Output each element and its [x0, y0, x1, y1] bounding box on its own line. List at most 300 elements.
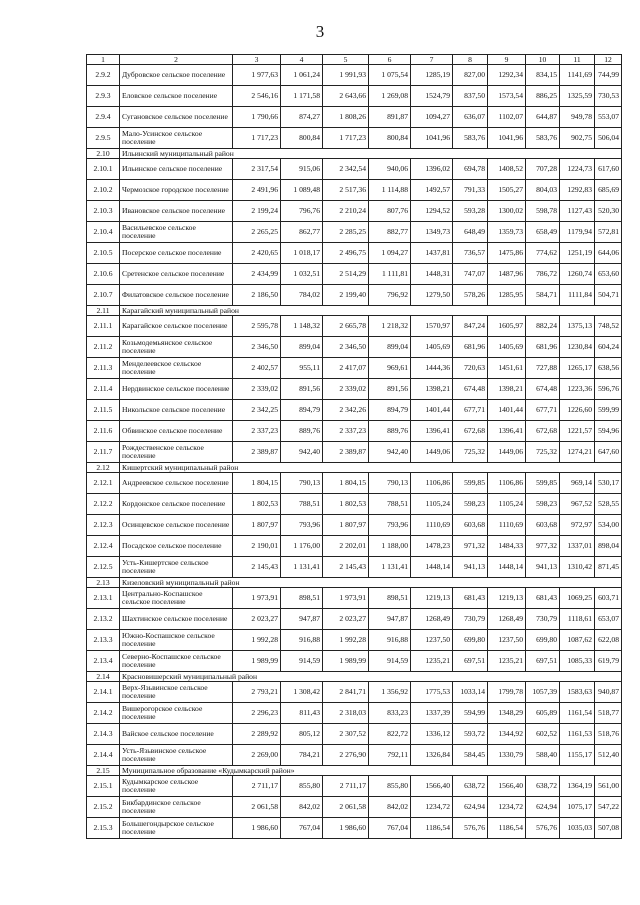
value-cell: 822,72	[369, 724, 411, 745]
settlement-name: Северно-Коспашское сельское поселение	[120, 651, 233, 672]
settlement-name: Ивановское сельское поселение	[120, 201, 233, 222]
value-cell: 1085,33	[560, 651, 595, 672]
value-cell: 2 417,07	[323, 358, 369, 379]
value-cell: 2 546,16	[233, 86, 281, 107]
value-cell: 899,04	[369, 337, 411, 358]
section-title: Ильинский муниципальный район	[120, 149, 622, 159]
settlement-name: Большегондырское сельское поселение	[120, 818, 233, 839]
value-cell: 1396,02	[411, 159, 453, 180]
value-cell: 624,94	[526, 797, 560, 818]
value-cell: 1041,96	[411, 128, 453, 149]
value-cell: 2 342,25	[233, 400, 281, 421]
value-cell: 1094,27	[411, 107, 453, 128]
value-cell: 1 089,48	[281, 180, 323, 201]
value-cell: 1292,83	[560, 180, 595, 201]
value-cell: 1285,19	[411, 65, 453, 86]
value-cell: 1 802,53	[323, 494, 369, 515]
value-cell: 681,96	[453, 337, 488, 358]
value-cell: 2 199,40	[323, 285, 369, 306]
table-row	[87, 609, 622, 630]
value-cell: 578,26	[453, 285, 488, 306]
value-cell: 1337,01	[560, 536, 595, 557]
value-cell: 914,59	[369, 651, 411, 672]
value-cell: 847,24	[453, 316, 488, 337]
value-cell: 941,13	[526, 557, 560, 578]
table-row	[87, 285, 622, 306]
value-cell: 1398,21	[411, 379, 453, 400]
value-cell: 1 802,53	[233, 494, 281, 515]
value-cell: 811,43	[281, 703, 323, 724]
header-cell: 10	[526, 55, 560, 65]
value-cell: 1451,61	[488, 358, 526, 379]
value-cell: 774,62	[526, 243, 560, 264]
value-cell: 576,76	[526, 818, 560, 839]
value-cell: 1235,21	[411, 651, 453, 672]
value-cell: 1437,81	[411, 243, 453, 264]
value-cell: 672,68	[526, 421, 560, 442]
value-cell: 891,56	[369, 379, 411, 400]
table-row	[87, 588, 622, 609]
table-row	[87, 630, 622, 651]
value-cell: 593,28	[453, 201, 488, 222]
row-code: 2.10.6	[87, 264, 120, 285]
value-cell: 1 148,32	[281, 316, 323, 337]
value-cell: 1224,73	[560, 159, 595, 180]
value-cell: 1349,73	[411, 222, 453, 243]
row-code: 2.10.2	[87, 180, 120, 201]
value-cell: 1375,13	[560, 316, 595, 337]
settlement-name: Южно-Коспашское сельское поселение	[120, 630, 233, 651]
settlement-name: Бикбардинское сельское поселение	[120, 797, 233, 818]
table-row	[87, 128, 622, 149]
value-cell: 767,04	[369, 818, 411, 839]
value-cell: 889,76	[281, 421, 323, 442]
value-cell: 1237,50	[411, 630, 453, 651]
value-cell: 1 061,24	[281, 65, 323, 86]
settlement-name: Осинцевское сельское поселение	[120, 515, 233, 536]
value-cell: 969,14	[560, 473, 595, 494]
value-cell: 730,79	[526, 609, 560, 630]
value-cell: 796,76	[281, 201, 323, 222]
value-cell: 744,99	[595, 65, 622, 86]
value-cell: 644,06	[595, 243, 622, 264]
value-cell: 699,80	[526, 630, 560, 651]
value-cell: 1237,50	[488, 630, 526, 651]
value-cell: 1326,84	[411, 745, 453, 766]
value-cell: 2 643,66	[323, 86, 369, 107]
value-cell: 677,71	[526, 400, 560, 421]
row-code: 2.9.3	[87, 86, 120, 107]
value-cell: 2 061,58	[233, 797, 281, 818]
row-code: 2.13.4	[87, 651, 120, 672]
table-row	[87, 651, 622, 672]
value-cell: 647,60	[595, 442, 622, 463]
value-cell: 506,04	[595, 128, 622, 149]
value-cell: 658,49	[526, 222, 560, 243]
value-cell: 604,24	[595, 337, 622, 358]
section-title: Кизеловский муниципальный район	[120, 578, 622, 588]
value-cell: 2 285,25	[323, 222, 369, 243]
value-cell: 2 595,78	[233, 316, 281, 337]
value-cell: 871,45	[595, 557, 622, 578]
value-cell: 1110,69	[488, 515, 526, 536]
section-row	[87, 766, 622, 776]
value-cell: 1 717,23	[323, 128, 369, 149]
value-cell: 971,32	[453, 536, 488, 557]
value-cell: 1155,17	[560, 745, 595, 766]
table-row	[87, 65, 622, 86]
table-row	[87, 243, 622, 264]
value-cell: 874,27	[281, 107, 323, 128]
value-cell: 561,00	[595, 776, 622, 797]
table-row	[87, 494, 622, 515]
row-code: 2.14.1	[87, 682, 120, 703]
value-cell: 1492,57	[411, 180, 453, 201]
table-row	[87, 682, 622, 703]
table-row	[87, 515, 622, 536]
value-cell: 694,78	[453, 159, 488, 180]
value-cell: 2 389,87	[233, 442, 281, 463]
table-row	[87, 745, 622, 766]
header-cell: 11	[560, 55, 595, 65]
row-code: 2.11.7	[87, 442, 120, 463]
value-cell: 1448,14	[411, 557, 453, 578]
value-cell: 2 269,00	[233, 745, 281, 766]
value-cell: 1285,95	[488, 285, 526, 306]
value-cell: 2 317,54	[233, 159, 281, 180]
row-code: 2.13	[87, 578, 120, 588]
value-cell: 584,71	[526, 285, 560, 306]
settlement-name: Кордонское сельское поселение	[120, 494, 233, 515]
value-cell: 2 491,96	[233, 180, 281, 201]
table-row	[87, 473, 622, 494]
value-cell: 2 307,52	[323, 724, 369, 745]
value-cell: 842,02	[281, 797, 323, 818]
value-cell: 889,76	[369, 421, 411, 442]
table-row	[87, 180, 622, 201]
table-row	[87, 159, 622, 180]
value-cell: 534,00	[595, 515, 622, 536]
value-cell: 1401,44	[488, 400, 526, 421]
value-cell: 1260,74	[560, 264, 595, 285]
value-cell: 599,85	[453, 473, 488, 494]
value-cell: 1294,52	[411, 201, 453, 222]
value-cell: 1 808,26	[323, 107, 369, 128]
value-cell: 638,56	[595, 358, 622, 379]
value-cell: 1408,52	[488, 159, 526, 180]
value-cell: 1524,79	[411, 86, 453, 107]
value-cell: 1251,19	[560, 243, 595, 264]
value-cell: 2 434,99	[233, 264, 281, 285]
value-cell: 899,04	[281, 337, 323, 358]
value-cell: 1179,94	[560, 222, 595, 243]
value-cell: 725,32	[526, 442, 560, 463]
value-cell: 594,96	[595, 421, 622, 442]
settlement-name: Вайское сельское поселение	[120, 724, 233, 745]
value-cell: 2 023,27	[323, 609, 369, 630]
value-cell: 2 496,75	[323, 243, 369, 264]
value-cell: 882,24	[526, 316, 560, 337]
value-cell: 1348,29	[488, 703, 526, 724]
row-code: 2.10.4	[87, 222, 120, 243]
table-row	[87, 264, 622, 285]
value-cell: 1234,72	[488, 797, 526, 818]
settlement-name: Менделеевское сельское поселение	[120, 358, 233, 379]
value-cell: 2 296,23	[233, 703, 281, 724]
value-cell: 791,33	[453, 180, 488, 201]
value-cell: 1405,69	[411, 337, 453, 358]
value-cell: 784,02	[281, 285, 323, 306]
row-code: 2.14	[87, 672, 120, 682]
value-cell: 2 276,90	[323, 745, 369, 766]
row-code: 2.11.3	[87, 358, 120, 379]
value-cell: 2 199,24	[233, 201, 281, 222]
value-cell: 2 420,65	[233, 243, 281, 264]
value-cell: 617,60	[595, 159, 622, 180]
value-cell: 793,96	[281, 515, 323, 536]
value-cell: 1 977,63	[233, 65, 281, 86]
value-cell: 947,87	[369, 609, 411, 630]
table-row	[87, 797, 622, 818]
value-cell: 1 032,51	[281, 264, 323, 285]
value-cell: 894,79	[369, 400, 411, 421]
row-code: 2.10	[87, 149, 120, 159]
settlement-name: Сретенское сельское поселение	[120, 264, 233, 285]
value-cell: 699,80	[453, 630, 488, 651]
value-cell: 1105,24	[411, 494, 453, 515]
value-cell: 1087,62	[560, 630, 595, 651]
value-cell: 837,50	[453, 86, 488, 107]
settlement-name: Никольское сельское поселение	[120, 400, 233, 421]
settlement-name: Сугановское сельское поселение	[120, 107, 233, 128]
settlement-name: Посерское сельское поселение	[120, 243, 233, 264]
value-cell: 2 342,54	[323, 159, 369, 180]
value-cell: 1118,61	[560, 609, 595, 630]
value-cell: 2 389,87	[323, 442, 369, 463]
value-cell: 594,99	[453, 703, 488, 724]
value-cell: 1444,36	[411, 358, 453, 379]
value-cell: 1364,19	[560, 776, 595, 797]
value-cell: 1310,42	[560, 557, 595, 578]
row-code: 2.12.5	[87, 557, 120, 578]
table-row	[87, 442, 622, 463]
value-cell: 2 190,01	[233, 536, 281, 557]
value-cell: 784,21	[281, 745, 323, 766]
value-cell: 967,52	[560, 494, 595, 515]
value-cell: 1325,59	[560, 86, 595, 107]
row-code: 2.15.1	[87, 776, 120, 797]
value-cell: 855,80	[369, 776, 411, 797]
value-cell: 1505,27	[488, 180, 526, 201]
value-cell: 1161,53	[560, 724, 595, 745]
value-cell: 1235,21	[488, 651, 526, 672]
header-cell: 4	[281, 55, 323, 65]
value-cell: 2 145,43	[323, 557, 369, 578]
value-cell: 2 346,50	[233, 337, 281, 358]
value-cell: 915,06	[281, 159, 323, 180]
value-cell: 1 986,60	[233, 818, 281, 839]
value-cell: 748,52	[595, 316, 622, 337]
value-cell: 834,15	[526, 65, 560, 86]
value-cell: 2 339,02	[233, 379, 281, 400]
header-cell: 1	[87, 55, 120, 65]
row-code: 2.11.1	[87, 316, 120, 337]
table-row	[87, 776, 622, 797]
value-cell: 2 023,27	[233, 609, 281, 630]
value-cell: 1 989,99	[323, 651, 369, 672]
value-cell: 1 308,42	[281, 682, 323, 703]
row-code: 2.11	[87, 306, 120, 316]
value-cell: 790,13	[369, 473, 411, 494]
value-cell: 2 210,24	[323, 201, 369, 222]
value-cell: 1041,96	[488, 128, 526, 149]
table-row	[87, 421, 622, 442]
value-cell: 833,23	[369, 703, 411, 724]
value-cell: 2 145,43	[233, 557, 281, 578]
value-cell: 947,87	[281, 609, 323, 630]
value-cell: 1573,54	[488, 86, 526, 107]
section-row	[87, 463, 622, 473]
value-cell: 1398,21	[488, 379, 526, 400]
settlement-name: Андреевское сельское поселение	[120, 473, 233, 494]
table-row	[87, 107, 622, 128]
settlement-name: Ильинское сельское поселение	[120, 159, 233, 180]
value-cell: 1268,49	[488, 609, 526, 630]
value-cell: 1226,60	[560, 400, 595, 421]
value-cell: 916,88	[281, 630, 323, 651]
value-cell: 2 186,50	[233, 285, 281, 306]
value-cell: 949,78	[560, 107, 595, 128]
value-cell: 638,72	[453, 776, 488, 797]
value-cell: 653,60	[595, 264, 622, 285]
value-cell: 1 075,54	[369, 65, 411, 86]
value-cell: 800,84	[281, 128, 323, 149]
value-cell: 1186,54	[488, 818, 526, 839]
value-cell: 697,51	[453, 651, 488, 672]
value-cell: 681,43	[526, 588, 560, 609]
value-cell: 886,25	[526, 86, 560, 107]
value-cell: 940,87	[595, 682, 622, 703]
settlement-name: Мало-Усинское сельское поселение	[120, 128, 233, 149]
value-cell: 1 094,27	[369, 243, 411, 264]
value-cell: 596,76	[595, 379, 622, 400]
value-cell: 648,49	[453, 222, 488, 243]
value-cell: 2 061,58	[323, 797, 369, 818]
value-cell: 2 514,29	[323, 264, 369, 285]
value-cell: 1405,69	[488, 337, 526, 358]
row-code: 2.10.1	[87, 159, 120, 180]
value-cell: 636,07	[453, 107, 488, 128]
row-code: 2.12.1	[87, 473, 120, 494]
value-cell: 599,99	[595, 400, 622, 421]
value-cell: 1219,13	[411, 588, 453, 609]
row-code: 2.13.3	[87, 630, 120, 651]
value-cell: 674,48	[453, 379, 488, 400]
value-cell: 1069,25	[560, 588, 595, 609]
settlement-name: Чермозское городское поселение	[120, 180, 233, 201]
value-cell: 624,94	[453, 797, 488, 818]
value-cell: 790,13	[281, 473, 323, 494]
value-cell: 2 711,17	[323, 776, 369, 797]
value-cell: 2 517,36	[323, 180, 369, 201]
value-cell: 644,87	[526, 107, 560, 128]
value-cell: 1478,23	[411, 536, 453, 557]
value-cell: 681,96	[526, 337, 560, 358]
row-code: 2.11.6	[87, 421, 120, 442]
value-cell: 842,02	[369, 797, 411, 818]
value-cell: 1219,13	[488, 588, 526, 609]
value-cell: 1230,84	[560, 337, 595, 358]
value-cell: 807,76	[369, 201, 411, 222]
settlement-name: Обвинское сельское поселение	[120, 421, 233, 442]
value-cell: 898,04	[595, 536, 622, 557]
value-cell: 898,51	[369, 588, 411, 609]
row-code: 2.12.3	[87, 515, 120, 536]
row-code: 2.14.4	[87, 745, 120, 766]
settlement-name: Рождественское сельское поселение	[120, 442, 233, 463]
value-cell: 707,28	[526, 159, 560, 180]
row-code: 2.12.2	[87, 494, 120, 515]
value-cell: 736,57	[453, 243, 488, 264]
value-cell: 1566,40	[411, 776, 453, 797]
value-cell: 1 973,91	[233, 588, 281, 609]
row-code: 2.15.3	[87, 818, 120, 839]
value-cell: 1 111,81	[369, 264, 411, 285]
value-cell: 2 337,23	[323, 421, 369, 442]
value-cell: 891,87	[369, 107, 411, 128]
value-cell: 1106,86	[488, 473, 526, 494]
value-cell: 518,77	[595, 703, 622, 724]
value-cell: 518,76	[595, 724, 622, 745]
section-row	[87, 306, 622, 316]
value-cell: 1396,41	[488, 421, 526, 442]
value-cell: 720,63	[453, 358, 488, 379]
value-cell: 1 114,88	[369, 180, 411, 201]
value-cell: 2 402,57	[233, 358, 281, 379]
table-row	[87, 337, 622, 358]
row-code: 2.9.2	[87, 65, 120, 86]
value-cell: 1 804,15	[233, 473, 281, 494]
value-cell: 1605,97	[488, 316, 526, 337]
table-body	[87, 65, 622, 839]
table-row	[87, 222, 622, 243]
value-cell: 725,32	[453, 442, 488, 463]
value-cell: 1 986,60	[323, 818, 369, 839]
value-cell: 1 992,28	[323, 630, 369, 651]
value-cell: 977,32	[526, 536, 560, 557]
settlement-name: Вишерогорское сельское поселение	[120, 703, 233, 724]
table-row	[87, 379, 622, 400]
table-row	[87, 316, 622, 337]
page-number: 3	[315, 22, 325, 41]
value-cell: 583,76	[453, 128, 488, 149]
value-cell: 972,97	[560, 515, 595, 536]
row-code: 2.9.4	[87, 107, 120, 128]
value-cell: 598,78	[526, 201, 560, 222]
value-cell: 1799,78	[488, 682, 526, 703]
value-cell: 598,23	[526, 494, 560, 515]
value-cell: 599,85	[526, 473, 560, 494]
value-cell: 530,17	[595, 473, 622, 494]
value-cell: 1396,41	[411, 421, 453, 442]
value-cell: 1 356,92	[369, 682, 411, 703]
value-cell: 1127,43	[560, 201, 595, 222]
value-cell: 2 841,71	[323, 682, 369, 703]
value-cell: 1566,40	[488, 776, 526, 797]
row-code: 2.11.5	[87, 400, 120, 421]
settlement-name: Шахтинское сельское поселение	[120, 609, 233, 630]
value-cell: 1475,86	[488, 243, 526, 264]
